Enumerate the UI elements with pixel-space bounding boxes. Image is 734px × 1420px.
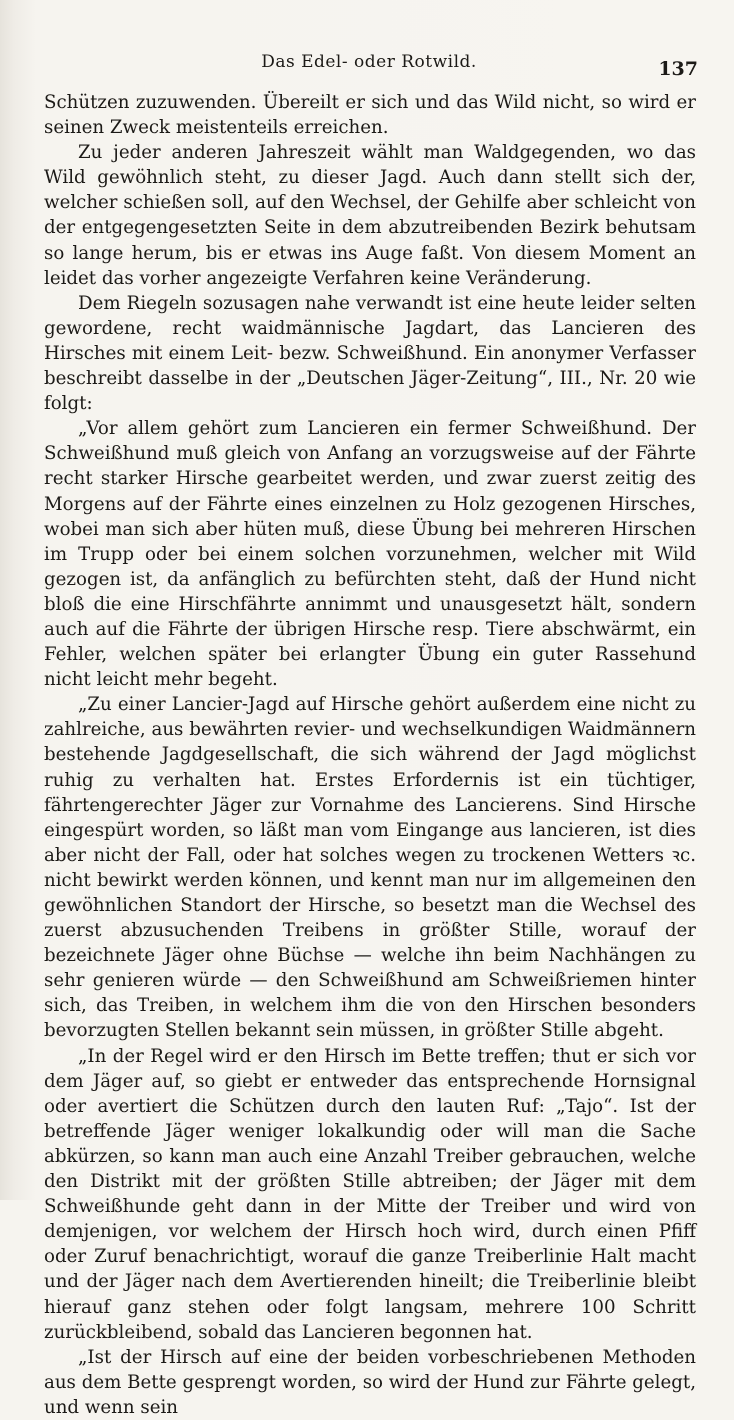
page-header — [40, 52, 698, 82]
paragraph: Dem Riegeln sozusagen nahe verwandt ist eine heute leider selten gewordene, recht waidmännische Jagdart, das Lancieren des Hirsches mit einem Leit- bezw. Schweißhund. Ein anonymer Verfasser beschreibt dasselbe in der „Deutschen Jäger-Zeitung“, III., Nr. 20 wie folgt: — [44, 292, 696, 415]
paragraph: „Zu einer Lancier-Jagd auf Hirsche gehört außerdem eine nicht zu zahlreiche, aus bewährten revier- und wechselkundigen Waidmännern bestehende Jagdgesellschaft, die sich während der Jagd möglichst ruhig zu verhalten hat. Erstes Erfordernis ist ein tüchtiger, fährtengerechter Jäger zur Vornahme des Lancierens. Sind Hirsche eingespürt worden, so läßt man vom Eingange aus lancieren, ist dies aber nicht der Fall, oder hat solches wegen zu trockenen Wetters ꝛc. nicht bewirkt werden können, und kennt man nur im allgemeinen den gewöhnlichen Standort der Hirsche, so besetzt man die Wechsel des zuerst abzusuchenden Treibens in größter Stille, worauf der bezeichnete Jäger ohne Büchse — welche ihn beim Nachhängen zu sehr genieren würde — den Schweißhund am Schweißriemen hinter sich, das Treiben, in welchem ihm die von den Hirschen besonders bevorzugten Stellen bekannt sein müssen, in größter Stille abgeht. — [44, 694, 696, 1042]
paragraph: „Vor allem gehört zum Lancieren ein fermer Schweißhund. Der Schweißhund muß gleich von Anfang an vorzugsweise auf der Fährte recht starker Hirsche gearbeitet werden, und zwar zuerst zeitig des Morgens auf der Fährte eines einzelnen zu Holz gezogenen Hirsches, wobei man sich aber hüten muß, diese Übung bei mehreren Hirschen im Trupp oder bei einem solchen vorzunehmen, welcher mit Wild gezogen ist, da anfänglich zu befürchten steht, daß der Hund nicht bloß die eine Hirschfährte annimmt und unausgesetzt hält, sondern auch auf die Fährte der übrigen Hirsche resp. Tiere abschwärmt, ein Fehler, welchen später bei erlangter Übung ein guter Rassehund nicht leicht mehr begeht. — [44, 418, 696, 691]
paragraph: „Ist der Hirsch auf eine der beiden vorbeschriebenen Methoden aus dem Bette gesprengt worden, so wird der Hund zur Fährte gelegt, und wenn sein — [44, 1346, 696, 1418]
running-title: Das Edel- oder Rotwild. — [261, 52, 477, 72]
paragraph: Zu jeder anderen Jahreszeit wählt man Waldgegenden, wo das Wild gewöhnlich steht, zu dieser Jagd. Auch dann stellt sich der, welcher schießen soll, auf den Wechsel, der Gehilfe aber schleicht von der entgegengesetzten Seite in dem abzutreibenden Bezirk behutsam so lange herum, bis er etwas ins Auge faßt. Von diesem Moment an leidet das vorher angezeigte Verfahren keine Veränderung. — [44, 142, 696, 289]
paragraph: Schützen zuzuwenden. Übereilt er sich und das Wild nicht, so wird er seinen Zweck meistenteils erreichen. — [44, 92, 696, 139]
body-text — [44, 90, 696, 1420]
paragraph: „In der Regel wird er den Hirsch im Bette treffen; thut er sich vor dem Jäger auf, so giebt er entweder das entsprechende Hornsignal oder avertiert die Schützen durch den lauten Ruf: „Tajo“. Ist der betreffende Jäger weniger lokalkundig oder will man die Sache abkürzen, so kann man auch eine Anzahl Treiber gebrauchen, welche den Distrikt mit der größten Stille abtreiben; der Jäger mit dem Schweißhunde geht dann in der Mitte der Treiber und wird von demjenigen, vor welchem der Hirsch hoch wird, durch einen Pfiff oder Zuruf benachrichtigt, worauf die ganze Treiberlinie Halt macht und der Jäger nach dem Avertierenden hineilt; die Treiberlinie bleibt hierauf ganz stehen oder folgt langsam, mehrere 100 Schritt zurückbleibend, sobald das Lancieren begonnen hat. — [44, 1045, 696, 1343]
page-number: 137 — [658, 58, 698, 80]
